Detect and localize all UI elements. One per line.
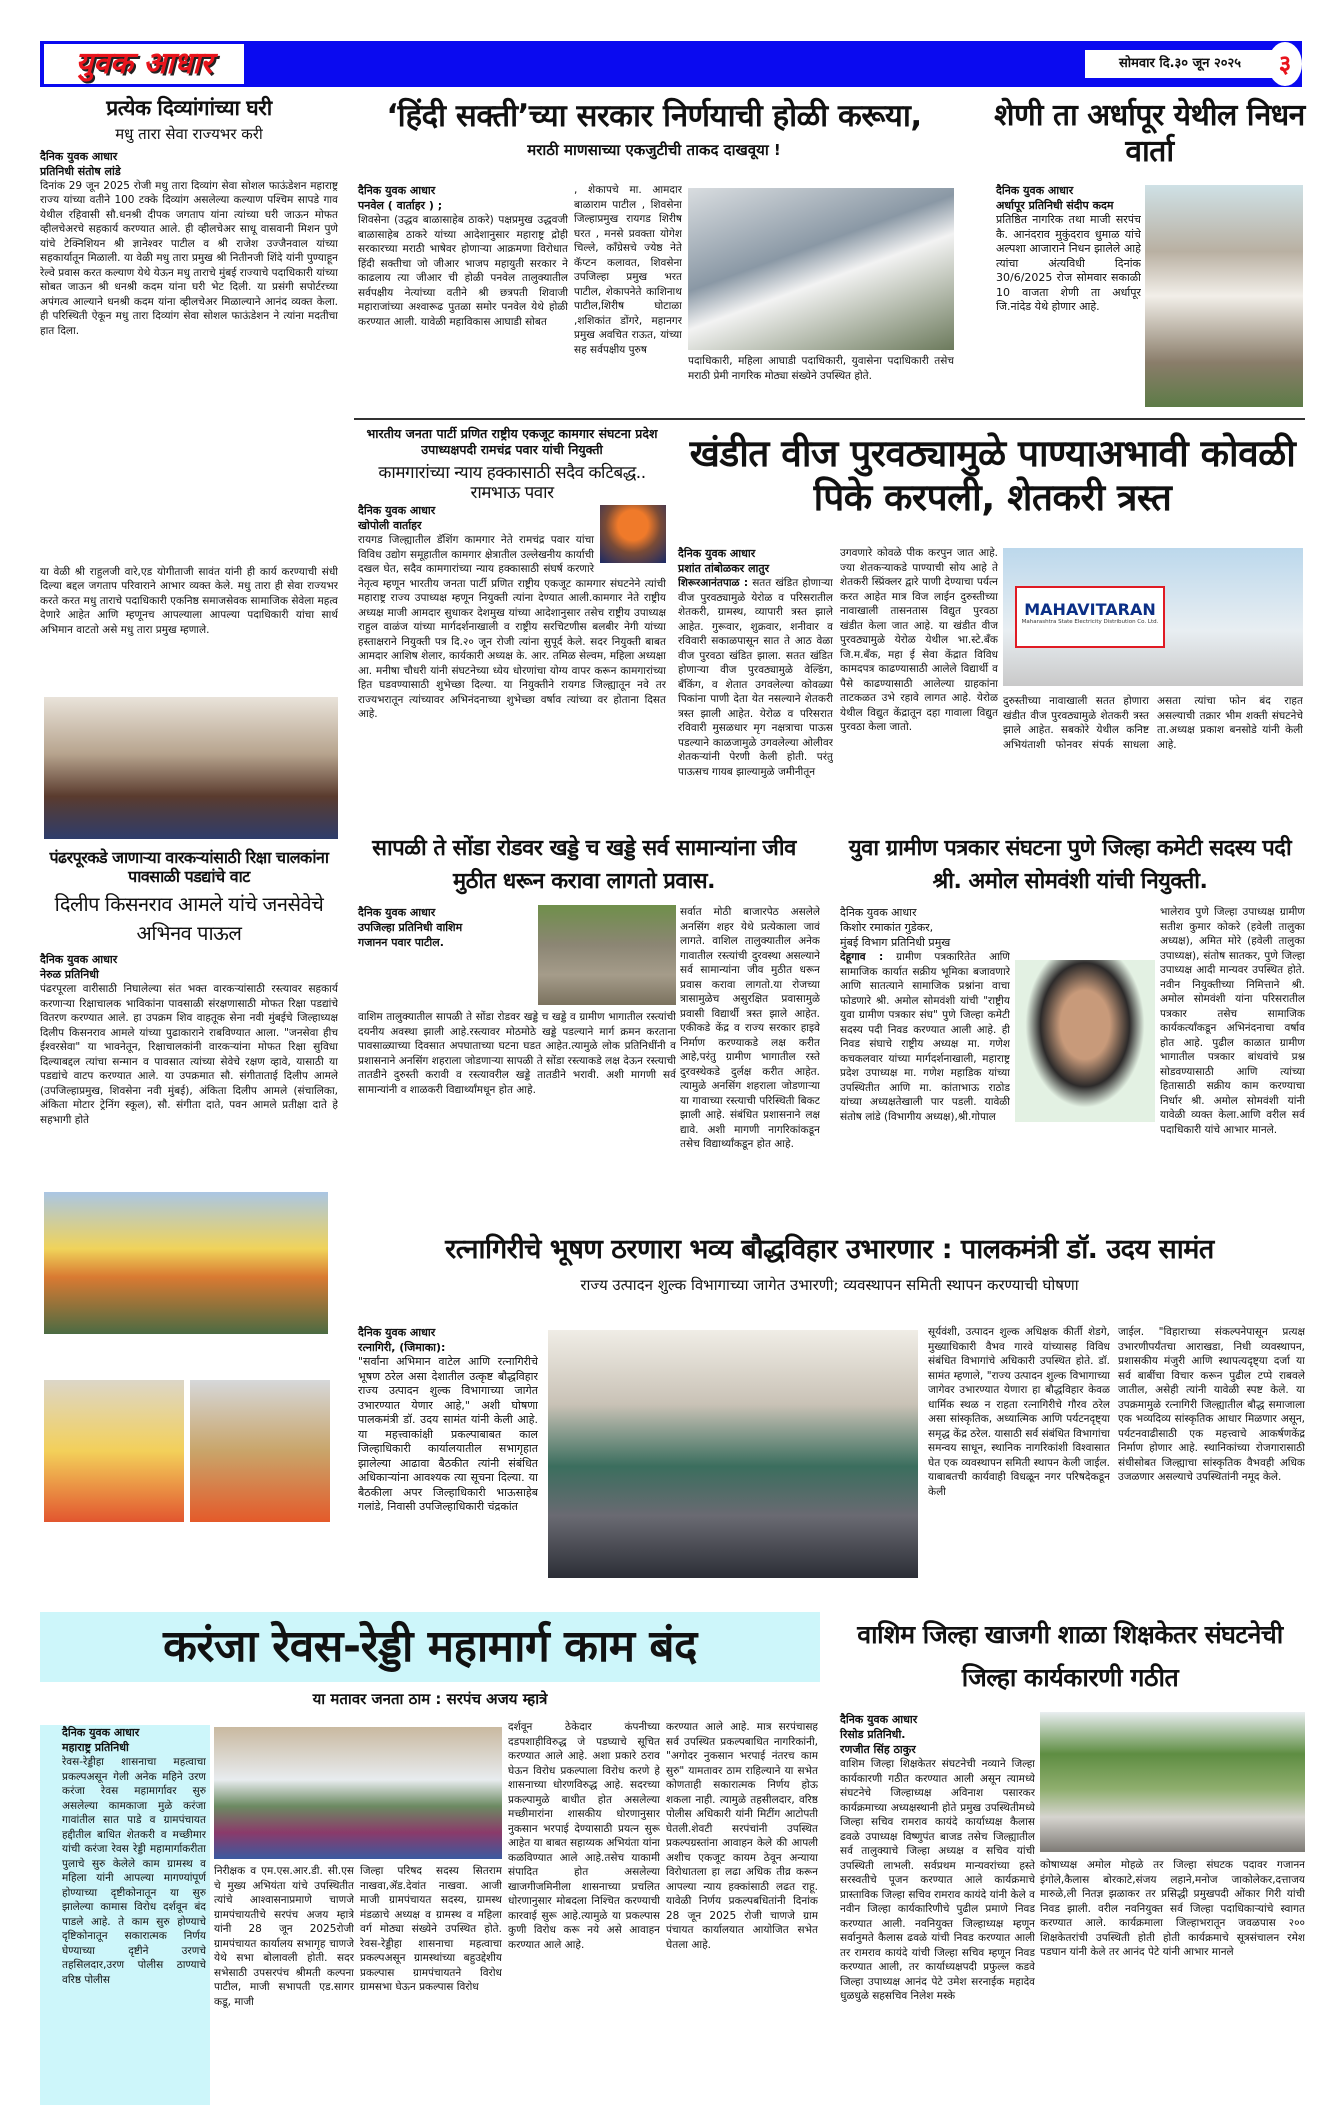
article-body: पंढरपूरला वारीसाठी निघालेल्या संत भक्त वारकऱ्यांसाठी रस्त्यावर सहकार्य करणाऱ्या रिक्षाचालक भाविकांना पावसाळी संरक्षणासाठी मोफत रिक्षा पडद्यांचे वितरण करण्यात आले. हा उपक्रम शिव वाहतूक सेना नवी मुंबईचे जिल्हाध्यक्ष दिलीप किसनराव आमले यांच्या पुढाकाराने राबविण्यात आला. "जनसेवा हीच ईश्वरसेवा" या भावनेतून, रिक्षाचालकांनी वारकऱ्यांना मोफत रिक्षा सुविधा दिल्याबद्दल त्यांचा सन्मान व पावसात त्यांच्या सेवेचे रक्षण व्हावे, यासाठी या पडद्यांचे वाटप करण्यात आले. या उपक्रमात सौ. संगीताताई दिलीप आमले (उपजिल्हाप्रमुख, शिवसेना नवी मुंबई), अंकिता दिलीप आमले (संचालिका, अंकिता मोटार ट्रेनिंग स्कूल), सौ. संगीता दाते, पवन आमले प्रतीक्षा दाते हे सहभागी होते [40,983,338,1126]
byline: किशोर रमाकांत गुडेकर, [840,921,934,934]
byline: रणजीत सिंह ठाकुर [840,1743,916,1756]
photo-wheelchair-handover [44,697,338,839]
logo-subtext: Maharashtra State Electricity Distribution Co. Ltd. [1021,619,1159,625]
headline: वाशिम जिल्हा खाजगी शाळा शिक्षकेतर संघटनेची जिल्हा कार्यकारणी गठीत [857,1620,1283,1692]
article-body: दुरुस्तीच्या नावाखाली सतत होणारा खंडीत वीज पुरवठ्यामुळे शेतकरी त्रस्त झाले आहेत. सबकोरे येथील कनिष्ट अभियंताशी फोनवर संपर्क साधला असता त्यांचा फोन बंद राहत असल्याची तक्रार भीम शक्ती संघटनेचे ता.अध्यक्ष प्रकाश बनसोडे यांनी केली आहे. [1003,695,1303,751]
article-body: जाईल. "विहाराच्या संकल्पनेपासून प्रत्यक्ष उभारणीपर्यंतचा आराखडा, निधी व्यवस्थापन, प्रशासकीय मंजुरी आणि स्थापत्यदृष्ट्या दर्जा या सर्व बाबींचा विचार करून पुढील टप्पे राबवले जातील, असेही त्यांनी यावेळी स्पष्ट केले. या उपक्रमामुळे रत्नागिरी जिल्ह्यातील बौद्ध समाजाला एक भव्यदिव्य सांस्कृतिक आधार मिळणार असून, पर्यटनवाढीसाठी एक महत्त्वाचे आकर्षणकेंद्र निर्माण होणार आहे. स्थानिकांच्या रोजगारासाठी संधीसोबत जिल्ह्याचा सांस्कृतिक वैभवही अधिक उजळणार असल्याचे उपस्थितांनी नमूद केले. [1118,1326,1305,1483]
article-divyang [40,96,338,665]
byline: महाराष्ट्र प्रतिनिधी [62,1741,129,1754]
article-amol-somvanshi [835,832,1305,898]
headline: कामगारांच्या न्याय हक्कासाठी सदैव कटिबद्ध.. रामभाऊ पवार [378,462,646,503]
byline: दैनिक युवक आधार [840,906,917,919]
byline: पनवेल ( वार्ताहर ) ; [358,199,443,212]
byline: प्रतिनिधी संतोष लांडे [40,164,121,178]
photo-rickshaw-event-1 [44,1380,184,1522]
page-number: ३ [1268,42,1302,86]
article-body: भालेराव पुणे जिल्हा उपाध्यक्ष ग्रामीण सतीश कुमार कोकरे (हवेली तालुका अध्यक्ष), अमित मोरे (हवेली तालुका उपाध्यक्ष), संतोष सातकर, पुणे जिल्हा उपाध्यक्ष आदी मान्यवर उपस्थित होते. नवीन नियुक्तीच्या निमित्ताने श्री. अमोल सोमवंशी यांना परिसरातील पत्रकार तसेच सामाजिक कार्यकर्त्यांकडून अभिनंदनाचा वर्षाव होत आहे. पुढील काळात ग्रामीण भागातील पत्रकार बांधवांचे प्रश्न सोडवण्यासाठी आणि त्यांच्या हितासाठी सक्रीय काम करण्याचा निर्धार श्री. अमोल सोमवंशी यांनी यावेळी व्यक्त केला.आणि वरील सर्व पदाधिकारी यांचे आभार मानले. [1160,906,1305,1136]
article-power-cuts [680,432,1305,521]
article-body: रेवस-रेड्डीहा शासनाचा महत्वाचा प्रकल्पअसून गेली अनेक महिने उरण करंजा रेवस महामार्गावर सुरु असलेल्या कामकाजा मुळे करंजा गावांतील सात पाडे व ग्रामपंचायत हद्दीतील बाधित शेतकरी व मच्छीमार यांची करंजा रेवस रेड्डी महामार्गाकरीता पुलाचे सुरु केलेले काम ग्रामस्थ व महिला यांनी आपल्या मागण्यांपूर्ण होण्याच्या दृष्टीकोनातून या सुरु झालेल्या कामास विरोध दर्शवून बंद पाडले आहे. ते काम सुरु होण्याचे दृष्टिकोनातून सकारात्मक निर्णय घेण्याच्या दृष्टीने उरणचे तहसिलदार,उरण पोलीस ठाण्याचे वरिष्ठ पोलीस [62,1756,206,1986]
headline: दिलीप किसनराव आमले यांचे जनसेवेचे अभिनव पाऊल [54,892,324,946]
article-rambhau-pawar [358,426,666,825]
byline: मुंबई विभाग प्रतिनिधी प्रमुख [840,936,951,949]
byline: गजानन पवार पाटील. [358,936,444,949]
section-divider [354,418,1305,420]
article-body: प्रतिष्ठित नागरिक तथा माजी सरपंच कै. आनंदराव मुकुंदराव धुमाळ यांचे अल्पशा आजाराने निधन झालेले आहे त्यांचा अंत्यविधी दिनांक 30/6/2025 रोज सोमवार सकाळी 10 वाजता शेणी ता अर्धापूर जि.नांदेड येथे होणार आहे. [996,213,1141,313]
article-body: , शेकापचे मा. आमदार बाळाराम पाटील , शिवसेना जिल्हाप्रमुख रायगड शिरीष घरत , मनसे प्रवक्ता योगेश चिल्ले, काँग्रेसचे ज्येष्ठ नेते कॅप्टन कलावत, शिवसेना उपजिल्हा प्रमुख भरत पाटील, शेकापनेते काशिनाथ पाटील,शिरीष घोटाळा ,शशिकांत डोंगरे, महानगर प्रमुख अवचित राऊत, यांच्या सह सर्वपक्षीय पुरुष [574,184,682,356]
article-column [358,1325,538,1600]
article-body: सतत खंडित होणाऱ्या वीज पुरवठ्यामुळे येरोळ व परिसरातील शेतकरी, ग्रामस्थ, व्यापारी त्रस्त झाले आहेत. गुरूवार, शुक्रवार, शनीवार व रविवारी सकाळपासून सात ते आठ वेळा वीज पुरवठा खंडित झाला. सतत खंडित होणाऱ्या वीज पुरवठ्यामुळे वेल्डिंग, बँकिंग, व शेतात उगवलेल्या कोवळ्या पिकांना पाणी देता येत नसल्याने शेतकरी त्रस्त झाली आहेत. येरोळ व परिसरात रविवारी मुसळधार मृग नक्षत्राचा पाऊस पडल्याने काळजामुळे उगवलेल्या ओलीवर शेतकऱ्यांनी पेरणी केली होती. परंतु पाऊसच गायब झाल्यामुळे जमीनीतून [678,577,833,778]
headline: रत्नागिरीचे भूषण ठरणारा भव्य बौद्धविहार उभारणार : पालकमंत्री डॉ. उदय सामंत [445,1234,1214,1265]
photo-rickshaw-cover-distribution [44,1192,328,1334]
article-obituary [994,98,1305,170]
article-body: पदाधिकारी, महिला आघाडी पदाधिकारी, युवासेना पदाधिकारी तसेच मराठी प्रेमी नागरिक मोठ्या संख्येने उपस्थित होते. [688,355,954,382]
article-body: कोषाध्यक्ष अमोल मोहळे तर जिल्हा संघटक पदावर गजानन इंगोले,कैलास बोरकाटे,संजय लहाने,मनोज जाकोलेकर,दत्ताजय मारुळे,ली नितज्ञ झळाकर तर प्रसिद्धी प्रमुखपदी ओंकार गिरी यांची निवड झाली. वरील नवनियुक्त सर्व जिल्हा पदाधिकाऱ्यांचे स्वागत करण्यात आले. कार्यक्रमाला जिल्हाभरातून जवळपास २०० शिक्षकेतरांची उपस्थिती होती होती कार्यक्रमाचे सूत्रसंचालन रमेश पडघान यांनी केले तर आनंद पेटे यांनी आभार मानले [1040,1859,1305,1958]
byline: प्रशांत तांबोळकर लातुर [678,562,770,575]
byline: दैनिक युवक आधार [358,184,436,197]
article-column [358,905,533,950]
byline: दैनिक युवक आधार [358,1326,436,1339]
headline: सापळी ते सोंडा रोडवर खड्डे च खड्डे सर्व सामान्यांना जीव मुठीत धरून करावा लागतो प्रवास. [372,836,796,894]
article-column [996,183,1141,383]
byline: खोपोली वार्ताहर [358,519,422,533]
byline: दैनिक युवक आधार [40,953,118,967]
article-column [840,1712,1035,2102]
article-body: दिनांक 29 जून 2025 रोजी मधु तारा दिव्यांग सेवा सोशल फाऊंडेशन महाराष्ट्र राज्य यांच्या वतीने 100 टक्के दिव्यांग असलेल्या कल्याण पश्चिम सापडे गाव येथील रहिवासी सौ.धनश्री दीपक जगताप यांना त्यांच्या घरी जाऊन मोफत व्हीलचेअरचे सहकार्य करण्यात आले. ही व्हीलचेअर साधू वासवानी मिशन पुणे यांचे टेक्निशियन श्री ज्ञानेश्वर पाटील व श्री राजेश उज्जैनवाल यांच्या सहकार्यातून मिळाली. या वेळी मधु तारा प्रमुख श्री नितीनजी शिंदे यांनी पुण्याहून रेल्वे प्रवास करत कल्याण येथे येऊन मधु ताराचे मुंबई राज्याचे पदाधिकारी यांच्या सोबत जाऊन श्री धनश्री कदम यांना घरी भेट दिली. या प्रसंगी सपोर्टरच्या अपंगत्व आल्याने धनश्री कदम यांना व्हीलचेअर मिळाल्याने आनंद व्यक्त केला. ही परिस्थिती ऐकून मधु तारा दिव्यांग सेवा सोशल फाऊंडेशन ने त्यांना मदतीचा हात दिला. [40,179,338,337]
article-column [40,1725,210,2105]
photo-gr-burning-protest [688,188,954,350]
article-washim-association [835,1614,1305,1699]
byline: दैनिक युवक आधार [678,547,756,560]
byline: अर्धापूर प्रतिनिधी संदीप कदम [996,199,1114,212]
headline: करंजा रेवस-रेड्डी महामार्ग काम बंद [163,1621,697,1672]
article-column [840,905,1010,1220]
byline: रिसोड प्रतिनिधी. [840,1728,906,1741]
article-column [358,183,568,403]
byline: दैनिक युवक आधार [358,504,436,518]
article-buddha-vihar [354,1234,1305,1296]
byline: रत्नागिरी, (जिमाका): [358,1341,446,1354]
article-body: दर्शवून ठेकेदार कंपनीच्या दडपशाहीविरुद्ध जे पडघ्याचे सूचित करण्यात आले आहे. अशा प्रकारे ठराव घेऊन विरोध प्रकल्पाला विरोध करणे हे शासनाच्या धोरणविरुद्ध आहे. सदरच्या प्रकल्पामुळे बाधीत होत असलेल्या मच्छीमारांना शासकीय धोरणानुसार नुकसान भरपाई देण्यासाठी प्रयत्न सुरू आहेत या बाबत सहाय्यक अभियंता यांना कळविण्यात आले आहे.तसेच याकामी संपादित होत असलेल्या खाजगीजमिनीला शासनाच्या प्रचलित धोरणानुसार मोबदला निश्चित करण्याची कारवाई सुरू आहे.त्यामुळे या प्रकल्पास कुणी विरोध करू नये असे आवाहन करण्यात आले आहे. [508,1721,660,1951]
byline: दैनिक युवक आधार [996,184,1074,197]
headline: खंडीत वीज पुरवठ्यामुळे पाण्याअभावी कोवळी पिके करपली, शेतकरी त्रस्त [689,432,1296,520]
article-body: ग्रामीण पत्रकारितेत आणि सामाजिक कार्यात सक्रीय भूमिका बजावणारे आणि सातत्याने सामाजिक प्रश्नांना वाचा फोडणारे श्री. अमोल सोमवंशी यांची "राष्ट्रीय युवा ग्रामीण पत्रकार संघ" पुणे जिल्हा कमेटी सदस्य पदी निवड करण्यात आली आहे. ही निवड संघाचे राष्ट्रीय अध्यक्ष मा. गणेश कचकलवार यांच्या मार्गदर्शनाखाली, महाराष्ट्र प्रदेश उपाध्यक्ष मा. गणेश महाडिक यांच्या उपस्थितीत आणि मा. कांताभाऊ राठोड यांच्या अध्यक्षतेखाली पार पडली. यावेळी संतोष लांडे (विभागीय अध्यक्ष),श्री.गोपाल [840,951,1010,1123]
photo-potholed-road [538,905,676,1005]
byline: नेरुळ प्रतिनिधी [40,968,99,982]
kicker: भारतीय जनता पार्टी प्रणित राष्ट्रीय एकजूट कामगार संघटना प्रदेश उपाध्यक्षपदी रामचंद्र पवार यांची नियुक्ती [366,426,658,458]
mahavitaran-logo [1015,586,1165,648]
photo-association-members [1040,1712,1305,1852]
byline: उपजिल्हा प्रतिनिधी वाशिम [358,921,463,934]
headline-band [40,1612,820,1682]
article-flow [358,503,666,825]
photo-review-meeting [548,1330,918,1578]
photo-amol-somvanshi [1015,960,1155,1122]
article-body: निरीक्षक व एम.एस.आर.डी. सी.एस चे मुख्य अभियंता यांचे उपस्थितीत त्यांचे आश्वासनाप्रमाणे चाणजे ग्रामपंचायतीचे सरपंच अजय म्हात्रे यांनी 28 जून 2025रोजी ग्रामपंचायत कार्यालय सभागृह चाणजे येथे सभा बोलावली होती. सदर सभेसाठी उपसरपंच श्रीमती कल्पना पाटील, माजी सभापती एड.सागर कडू, माजी [214,1865,354,2008]
article-body: सूर्यवंशी, उत्पादन शुल्क अधिक्षक कीर्ती शेडगे, मुख्याधिकारी वैभव गारवे यांच्यासह विविध संबंधित विभागांचे अधिकारी उपस्थित होते. डॉ. सामंत म्हणाले, "राज्य उत्पादन शुल्क विभागाच्या जागेवर उभारण्यात येणारा हा बौद्धविहार केवळ धार्मिक स्थळ न राहता रत्नागिरीचे गौरव ठरेल असा सांस्कृतिक, अध्यात्मिक आणि पर्यटनदृष्ट्या समृद्ध केंद्र ठरेल. यासाठी सर्व संबंधित विभागांचा समन्वय साधून, स्थानिक नागरिकांशी विश्वासात घेत एक व्यवस्थापन समिती स्थापन केली जाईल. याबाबतची कार्यवाही विधळून नगर परिषदेकडून केली [928,1326,1110,1498]
dateline: शिरूरआनंतपाळ : [678,577,749,589]
newspaper-logo: युवक आधार [44,44,244,84]
subheadline: मराठी माणसाच्या एकजुटीची ताकद दाखवूया ! [527,141,781,160]
byline: दैनिक युवक आधार [358,906,436,919]
photo-mahavitaran-power-lines [1003,548,1303,686]
article-hindi-sakti [354,98,954,161]
photo-villagers-meeting [214,1727,502,1859]
byline: दैनिक युवक आधार [40,149,118,163]
issue-date: सोमवार दि.३० जून २०२५ [1085,50,1275,78]
photo-deceased-person [1145,185,1303,407]
headline: प्रत्येक दिव्यांगांच्या घरी [106,96,272,120]
subheadline: या मतावर जनता ठाम : सरपंच अजय म्हात्रे [312,1690,548,1708]
article-body: उगवणारे कोवळे पीक करपुन जात आहे. ज्या शेतकऱ्याकडे पाण्याची सोय आहे ते शेतकरी स्प्रिंक्लर द्वारे पाणी देण्याचा पर्यत्न करत आहेत मात्र विज लाईन दुरुस्तीच्या नावाखाली तासनतास विद्युत पुरवठा खंडीत केला जात आहे. या खंडीत वीज पुरवठ्यामुळे येरोळ येथील भा.स्टे.बँक जि.म.बँक, महा ई सेवा केंद्रात विविध कामदपत्र काढण्यासाठी आलेले विद्यार्थी व पैसे काढण्यासाठी आलेल्या ग्राहकांना ताटकळत उभे रहावे लागत आहे. येरोळ येथील विद्युत केंद्रातून दहा गावाला विद्युत पुरवठा केला जातो. [840,547,998,733]
article-body: या वेळी श्री राहुलजी वारे,एड योगीताजी सावंत यांनी ही कार्य करण्याची संधी दिल्या बद्दल जगताप परिवाराने आभार व्यक्त केले. मधु तारा ही सेवा राज्यभर करते करत मधु ताराचे पदाधिकारी एकनिष्ठ समाजसेवक सामाजिक सेवेला महत्व देणारे आहेत आणि म्हणूनच आपल्याला आपल्या पदाधिकारी यांचा सार्थ अभिमान वाटतो असे मधु तारा प्रमुख म्हणाले. [40,565,338,636]
photo-rickshaw-event-2 [190,1380,330,1522]
headline: युवा ग्रामीण पत्रकार संघटना पुणे जिल्हा कमेटी सदस्य पदी श्री. अमोल सोमवंशी यांची नियुक्ती. [848,836,1292,894]
article-rickshaw-covers [40,848,338,1142]
article-sapli-road [354,832,814,898]
dateline: देहूगाव : [840,951,884,963]
headline: शेणी ता अर्धापूर येथील निधन वार्ता [994,98,1305,169]
article-body: "सर्वांना अभिमान वाटेल आणि रत्नागिरीचे भूषण ठरेल असा देशातील उत्कृष्ट बौद्धविहार राज्य उत्पादन शुल्क विभागाच्या जागेत उभारण्यात येणार आहे," अशी घोषणा पालकमंत्री डॉ. उदय सामंत यांनी केली आहे. या महत्त्वाकांक्षी प्रकल्पाबाबत काल जिल्हाधिकारी कार्यालयातील सभागृहात झालेल्या आढावा बैठकीत त्यांनी संबंधित अधिकाऱ्यांना आवश्यक त्या सूचना दिल्या. या बैठकीला अपर जिल्हाधिकारी भाऊसाहेब गलांडे, निवासी उपजिल्हाधिकारी चंद्रकांत [358,1355,538,1513]
photo-rambhau-pawar [600,505,666,563]
article-body: करण्यात आले आहे. मात्र सरपंचासह सर्व उपस्थित प्रकल्पबाधित नागरिकांनी, "अगोदर नुकसान भरपाई नंतरच काम सुरु" यामतावर ठाम राहिल्याने या सभेत कोणताही सकारात्मक निर्णय होऊ शकला नाही. त्यामुळे तहसीलदार, वरिष्ठ पोलीस अधिकारी यांनी मिटींग आटोपती घेतली.शेवटी सरपंचांनी उपस्थित प्रकल्पग्रस्तांना आवाहन केले की आपली अशीच एकजूट कायम ठेवून अन्याया विरोधातला हा लढा अधिक तीव्र करून आपल्या न्याय हक्कांसाठी लढत राहू. यावेळी निर्णय प्रकल्पबधितांनी दिनांक 28 जून 2025 रोजी चाणजे ग्राम पंचायत कार्यालयात आयोजित सभेत घेतला आहे. [666,1721,818,1951]
article-body: रायगड जिल्ह्यातील डॅशिंग कामगार नेते रामचंद्र पवार यांचा विविध उद्योग समूहातील कामगार क्षेत्रातील उल्लेखनीय कार्याची दखल घेत, सदैव कामगारांच्या न्याय हक्कासाठी संघर्ष करणारे नेतृत्व म्हणून भारतीय जनता पार्टी प्रणित राष्ट्रीय एकजूट कामगार संघटनेने त्यांची महाराष्ट्र राज्य उपाध्यक्ष म्हणून नियुक्ती त्यांना देण्यात आली.कामगार नेते राष्ट्रीय अध्यक्ष माजी आमदार सुधाकर देशमुख यांच्या आदेशानुसार तसेच राष्ट्रीय उपाध्यक्ष राहुल वाळंज यांच्या मार्गदर्शनाखाली व राष्ट्रीय सरचिटणीस बलबीर नेगी यांच्या हस्ताक्षराने नियुक्ती पत्र दि.२० जून रोजी त्यांना सुपूर्द केले. सदर नियुक्ती बाबत आमदार आशिष शेलार, कार्यकारी अध्यक्ष के. आर. तमिळ सेल्वम, महिला अध्यक्षा आ. मनीषा चौधरी यांनी संघटनेच्या ध्येय धोरणांचा योग्य वापर करून कामगारांच्या हित घडवण्यासाठी शुभेच्छा दिल्या. या नियुक्तीने रायगड जिल्ह्यातून नवे तर राज्यभरातून त्यांच्यावर अभिनंदनाच्या शुभेच्छा वर्षाव त्यांच्या वर होताना दिसत आहे. [358,534,666,721]
subheadline: मधु तारा सेवा राज्यभर करी [115,125,263,144]
article-body: जिल्हा परिषद सदस्य सितराम नाखवा,ॲड.देवांत नाखवा. आजी माजी ग्रामपंचायत सदस्य, ग्रामस्थ मंडळाचे अध्यक्ष व ग्रामस्थ व महिला वर्ग मोठ्या संख्येने उपस्थित होते. रेवस-रेड्डीहा शासनाचा महत्वाचा प्रकल्पअसून ग्रामस्थांच्या बहुउद्देशीय प्रकल्पास ग्रामपंचायतने विरोध ग्रामसभा घेऊन प्रकल्पास विरोध [360,1865,502,1993]
headline: ‘हिंदी सक्ती’च्या सरकार निर्णयाची होळी करूया, [386,98,922,134]
article-body: सर्वात मोठी बाजारपेठ असलेले अनसिंग शहर येथे प्रत्येकाला जावं लागते. वाशिल तालुक्यातील अनेक गावातील रस्त्यांची दुरवस्था असल्याने सर्व सामान्यांना जीव मुठीत धरून प्रवास करावा लागतो.या रोजच्या त्रासामुळेच असुरक्षित प्रवासामुळे प्रवासी विद्यार्थी त्रस्त झाले आहेत. एकीकडे केंद्र व राज्य सरकार हाइवे निर्माण करण्याकडे लक्ष करीत आहे,परंतु ग्रामीण भागातील रस्ते दुरवस्थेकडे दुर्लक्ष करीत आहेत. त्यामुळे अनसिंग शहराला जोडणाऱ्या या गावाच्या रस्त्याची परिस्थिती बिकट झाली आहे. संबंधित प्रशासनाने लक्ष द्यावे. अशी मागणी नागरिकांकडून तसेच विद्यार्थ्यांकडून होत आहे. [680,906,820,1150]
kicker: पंढरपूरकडे जाणाऱ्या वारकऱ्यांसाठी रिक्षा चालकांना पावसाळी पडद्यांचे वाट [49,848,329,887]
article-body: वाशिम तालुक्यातील सापळी ते सोंडा रोडवर खड्डे च खड्डे व ग्रामीण भागातील रस्त्यांची दयनीय अवस्था झाली आहे.रस्त्यावर मोठमोठे खड्डे पडल्याने मार्ग क्रमन करताना पावसाळ्याच्या दिवसात अपघाताच्या घटना घडत आहेत.त्यामुळे लोक प्रतिनिधींनी व प्रशासनाने अनसिंग शहराला जोडणाऱ्या सापळी ते सोंडा रस्त्याकडे लक्ष देऊन रस्त्याची तातडीने दुरुस्ती करावी व रस्त्यावरील खड्डे तातडीने भरावी. अशी मागणी सर्व सामान्यांनी व शाळकरी विद्यार्थ्यांमधून होत आहे. [358,1011,676,1096]
byline: दैनिक युवक आधार [840,1713,918,1726]
article-body: वाशिम जिल्हा शिक्षकेतर संघटनेची नव्याने जिल्हा कार्यकारणी गठीत करण्यात आली असून त्यामध्ये संघटनेचे जिल्हाध्यक्ष अविनाश पसारकर कार्यक्रमाच्या अध्यक्षस्थानी होते प्रमुख उपस्थितीमध्ये जिल्हा सचिव रामराव कायंदे कार्याध्यक्ष कैलास ढवळे उपाध्यक्ष विष्णुपंत बाजड तसेच जिल्ह्यातील सर्व तालुक्याचे जिल्हा अध्यक्ष व सचिव यांची उपस्थिती लाभली. सर्वप्रथम मान्यवरांच्या हस्ते सरस्वतीचे पूजन करण्यात आले कार्यक्रमाचे प्रास्ताविक जिल्हा सचिव रामराव कायंदे यांनी केले व नवीन जिल्हा कार्यकारिणीचे पुढील प्रमाणे निवड करण्यात आली. नवनियुक्त जिल्हाध्यक्ष म्हणून सर्वानुमते कैलास ढवळे यांची निवड करण्यात आली तर रामराव कायंदे यांची जिल्हा सचिव म्हणून निवड करण्यात आली, तर कार्याध्यक्षपदी प्रफुल्ल कडवे जिल्हा उपाध्यक्ष आनंद पेटे उमेश सरनाईक महादेव धुळधुळे सहसचिव निलेश मस्के [840,1758,1035,2002]
logo-text: MAHAVITARAN [1024,600,1156,619]
article-body: शिवसेना (उद्धव बाळासाहेब ठाकरे) पक्षप्रमुख उद्धवजी बाळासाहेब ठाकरे यांच्या आदेशानुसार महाराष्ट्र द्रोही सरकारच्या मराठी भाषेवर होणाऱ्या आक्रमणा विरोधात हिंदी सक्तीचा जो जीआर भाजप महायुती सरकार ने काढलाय त्या जीआर ची होळी पनवेल तालुक्यातील सर्वपक्षीय नेत्यांच्या वतीने श्री छत्रपती शिवाजी महाराजांच्या अश्वारूढ पुतळा समोर पनवेल येथे होळी करण्यात आली. यावेळी महाविकास आघाडी सोबत [358,214,568,328]
byline: दैनिक युवक आधार [62,1726,140,1739]
subheadline: राज्य उत्पादन शुल्क विभागाच्या जागेत उभारणी; व्यवस्थापन समिती स्थापन करण्याची घोषणा [580,1276,1079,1295]
article-column [678,546,833,826]
